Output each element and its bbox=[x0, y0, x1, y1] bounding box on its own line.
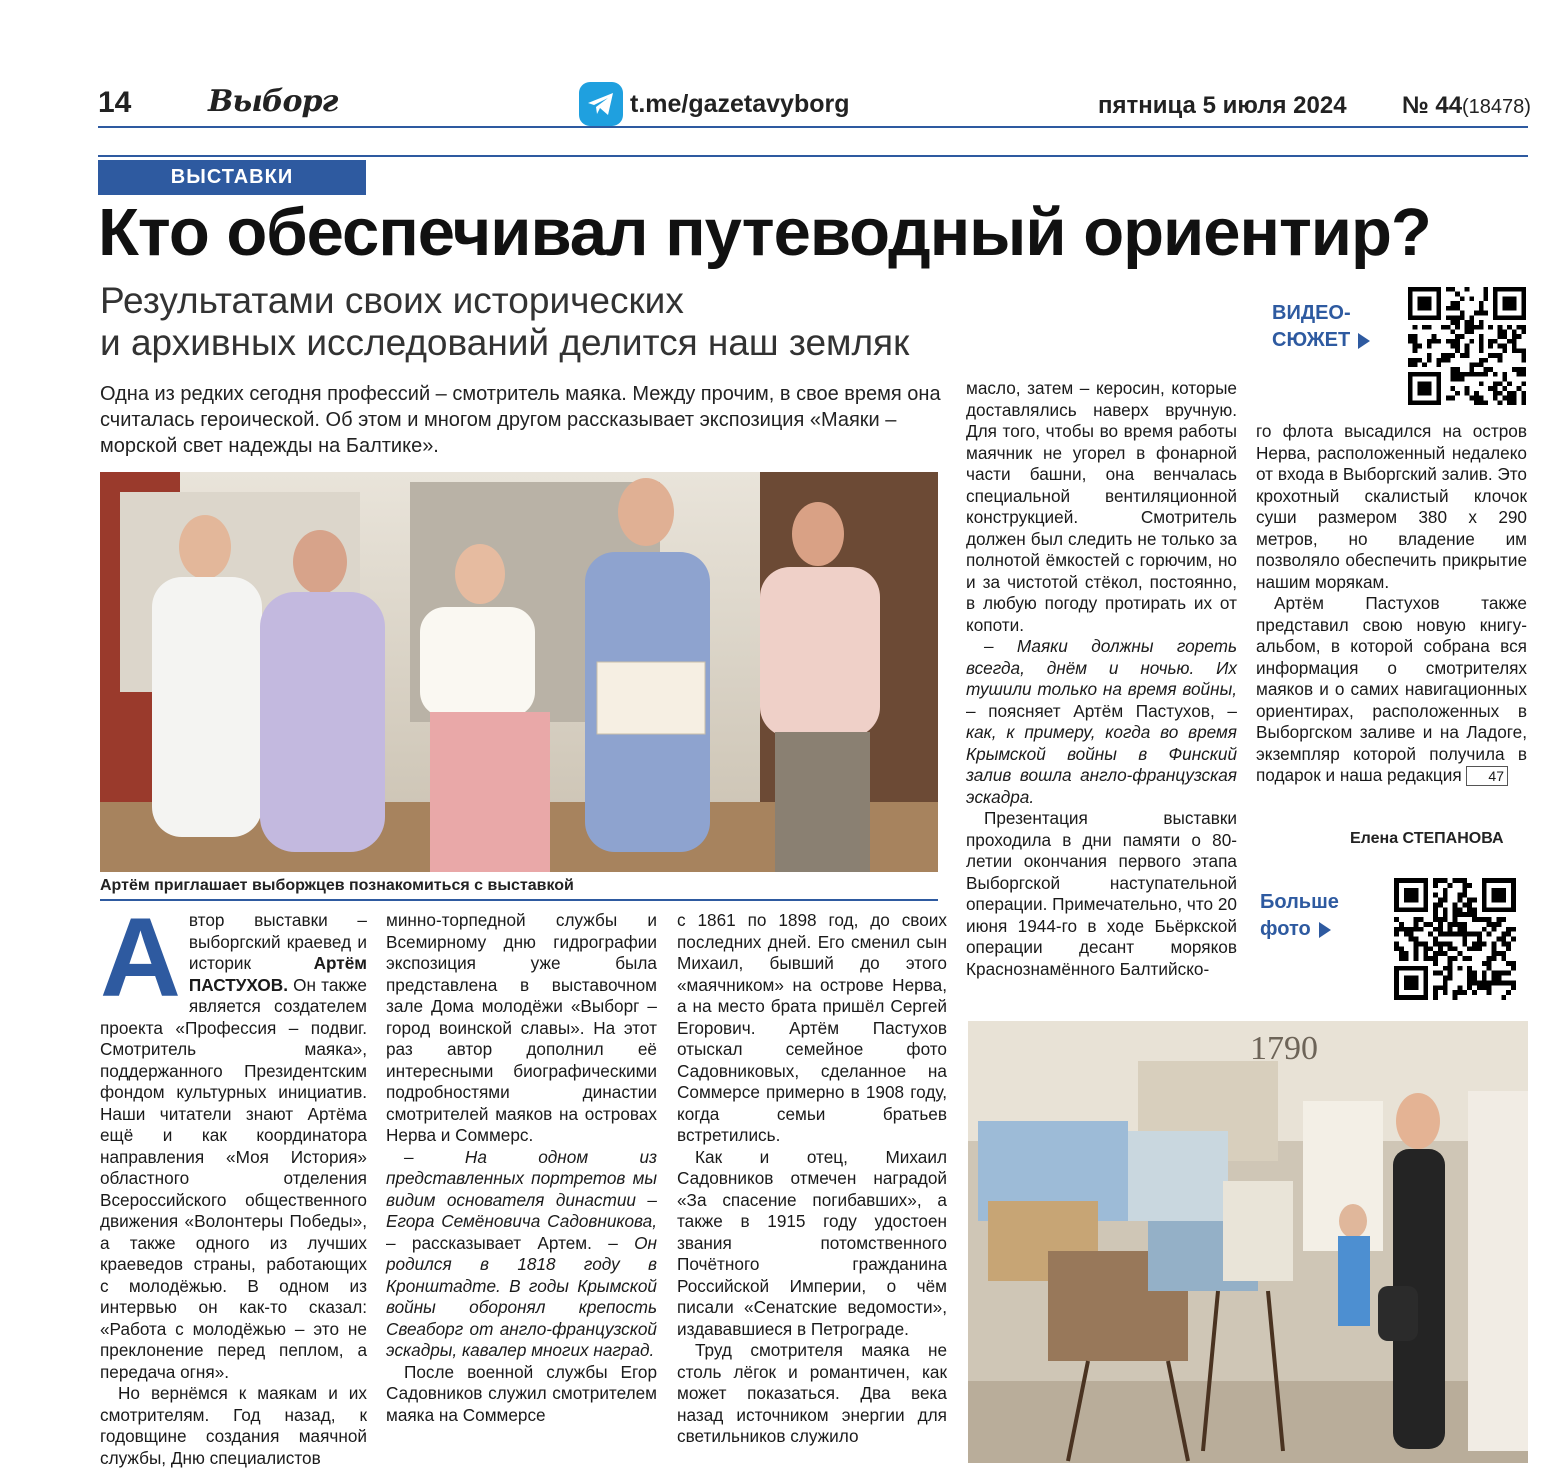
paragraph: с 1861 по 1898 год, до своих последних дней. Его сменил сын Михаил, бывший до этого «маячником» на острове Нерва, а на место брата пришёл Сергей Егорович. Артём Пастухов отыскал семейное фото Садовниковых, сделанное на Соммерсе примерно в 1908 году, когда семьи братьев встретились. bbox=[677, 910, 947, 1145]
paragraph: го флота высадился на остров Нерва, расположенный недалеко от входа в Выборгский залив. Это крохотный скалистый клочок суши размером 380 х 290 метров, но владение им позволяло обеспечить прикрытие нашим морякам. bbox=[1256, 421, 1527, 592]
play-arrow-icon bbox=[1358, 333, 1370, 349]
issue-total-number: (18478) bbox=[1462, 96, 1531, 118]
header-rule bbox=[98, 126, 1528, 128]
photos-qr-code[interactable] bbox=[1394, 878, 1516, 1000]
article-lead: Одна из редких сегодня профессий – смотритель маяка. Между прочим, в свое время она считалась героической. Об этом и многом другом рассказывает экспозиция «Маяки – морской свет надежды на Балтике». bbox=[100, 383, 941, 457]
quote-paragraph: – Маяки должны гореть всегда, днём и ночью. Их тушили только на время войны, – поясняет Артём Пастухов, – как, к примеру, когда во время Крымской войны в Финский залив вошла англо-французская эскадра. bbox=[966, 636, 1237, 807]
paragraph: Но вернёмся к маякам и их смотрителям. Год назад, к годовщине создания маячной службы, Дню специалистов bbox=[100, 1383, 367, 1468]
paragraph: Автор выставки – выборгский краевед и историк Артём ПАСТУХОВ. Он также является создателем проекта «Профессия – подвиг. Смотритель маяка», поддержанного Президентским фондом культурных инициатив. Наши читатели знают Артёма ещё и как координатора направления «Моя История» областного отделения Всероссийского общественного движения «Волонтеры Победы», а также одного из лучших краеведов страны, работающих с молодёжью. В одном из интервью он как-то сказал: «Работа с молодёжью – это не преклонение перед пеплом, а передача огня». bbox=[100, 895, 367, 1382]
telegram-link[interactable]: t.me/gazetavyborg bbox=[630, 90, 850, 118]
paragraph: После военной службы Егор Садовников служил смотрителем маяка на Соммерсе bbox=[386, 1361, 657, 1425]
subhead-line: Результатами своих исторических bbox=[100, 280, 684, 321]
year-sign: 1790 bbox=[1250, 1030, 1318, 1067]
play-arrow-icon bbox=[1319, 922, 1331, 938]
text-column-1 bbox=[100, 895, 367, 1469]
issue-date: пятница 5 июля 2024 bbox=[1098, 92, 1347, 119]
quote-paragraph: – На одном из представленных портретов мы видим основателя династии – Егора Семёновича Садовникова, – рассказывает Артем. – Он родился в 1818 году в Кронштадте. В годы Крымской войны оборонял крепость Свеаборг от англо-французской эскадры, кавалер многих наград. bbox=[386, 1146, 657, 1360]
video-label: ВИДЕО- СЮЖЕТ bbox=[1272, 300, 1370, 354]
video-qr-code[interactable] bbox=[1408, 287, 1526, 405]
page-number: 14 bbox=[98, 86, 132, 119]
paragraph: Труд смотрителя маяка не столь лёгок и романтичен, как может показаться. Два века назад источником энергии для светильников служило bbox=[677, 1340, 947, 1446]
rubric-label: ВЫСТАВКИ bbox=[98, 160, 366, 195]
paragraph: Презентация выставки проходила в дни памяти о 80-летии окончания первого этапа Выборгской наступательной операции. Примечательно, что 20 июня 1944-го в ходе Бьёркской операции десант моряков Краснознамённого Балтийско- bbox=[966, 808, 1237, 979]
article-author: Елена СТЕПАНОВА bbox=[1350, 830, 1504, 847]
section-rule bbox=[98, 155, 1528, 157]
telegram-icon[interactable] bbox=[579, 82, 623, 126]
text-column-5 bbox=[1256, 421, 1527, 787]
subhead-line: и архивных исследований делится наш земляк bbox=[100, 322, 910, 363]
newspaper-logo: Выборг bbox=[208, 84, 338, 119]
paragraph: минно-торпедной службы и Всемирному дню гидрографии экспозиция уже была представлена в выставочном зале Дома молодёжи «Выборг – город воинской славы». На этот раз автор дополнил её интересными биографическими подробностями династии смотрителей маяков на островах Нерва и Соммерс. bbox=[386, 910, 657, 1145]
exhibition-visitors-photo bbox=[968, 1021, 1528, 1463]
issue-number: № 44 bbox=[1402, 92, 1463, 119]
text-column-4 bbox=[966, 378, 1237, 980]
text-column-2 bbox=[386, 910, 657, 1426]
drop-cap: А bbox=[100, 895, 181, 1020]
paragraph: масло, затем – керосин, которые доставлялись наверх вручную. Для того, чтобы во время работы маячник не угорел в фонарной части башни, она венчалась специальной вентиляционной конструкцией. Смотритель должен был следить не только за полнотой ёмкостей с горючим, но и за чистотой стёкол, постоянно, в любую погоду протирать их от копоти. bbox=[966, 378, 1237, 635]
photo-caption: Артём приглашает выборжцев познакомиться с выставкой bbox=[100, 877, 938, 901]
more-photos-label: Больше фото bbox=[1260, 891, 1339, 940]
paragraph: Как и отец, Михаил Садовников отмечен наградой «За спасение погибавших», а также в 1915 году удостоен звания потомственного Почётного гражданина Российской Империи, о чём писали «Сенатские ведомости», издававшиеся в Петрограде. bbox=[677, 1146, 947, 1339]
paragraph: Артём Пастухов также представил свою новую книгу-альбом, в которой собрана вся информация о смотрителях маяков и о самих навигационных ориентирах, расположенных в Выборгском заливе и на Ладоге, экземпляр которой получила в подарок и наша редакция 47 bbox=[1256, 593, 1527, 785]
text-column-3 bbox=[677, 910, 947, 1448]
page-reference[interactable]: 47 bbox=[1466, 766, 1508, 786]
author-name: Артём ПАСТУХОВ. bbox=[188, 953, 367, 995]
article-subhead bbox=[100, 280, 1100, 364]
exhibition-group-photo bbox=[100, 472, 938, 872]
article-headline: Кто обеспечивал путеводный ориентир? bbox=[98, 195, 1431, 270]
